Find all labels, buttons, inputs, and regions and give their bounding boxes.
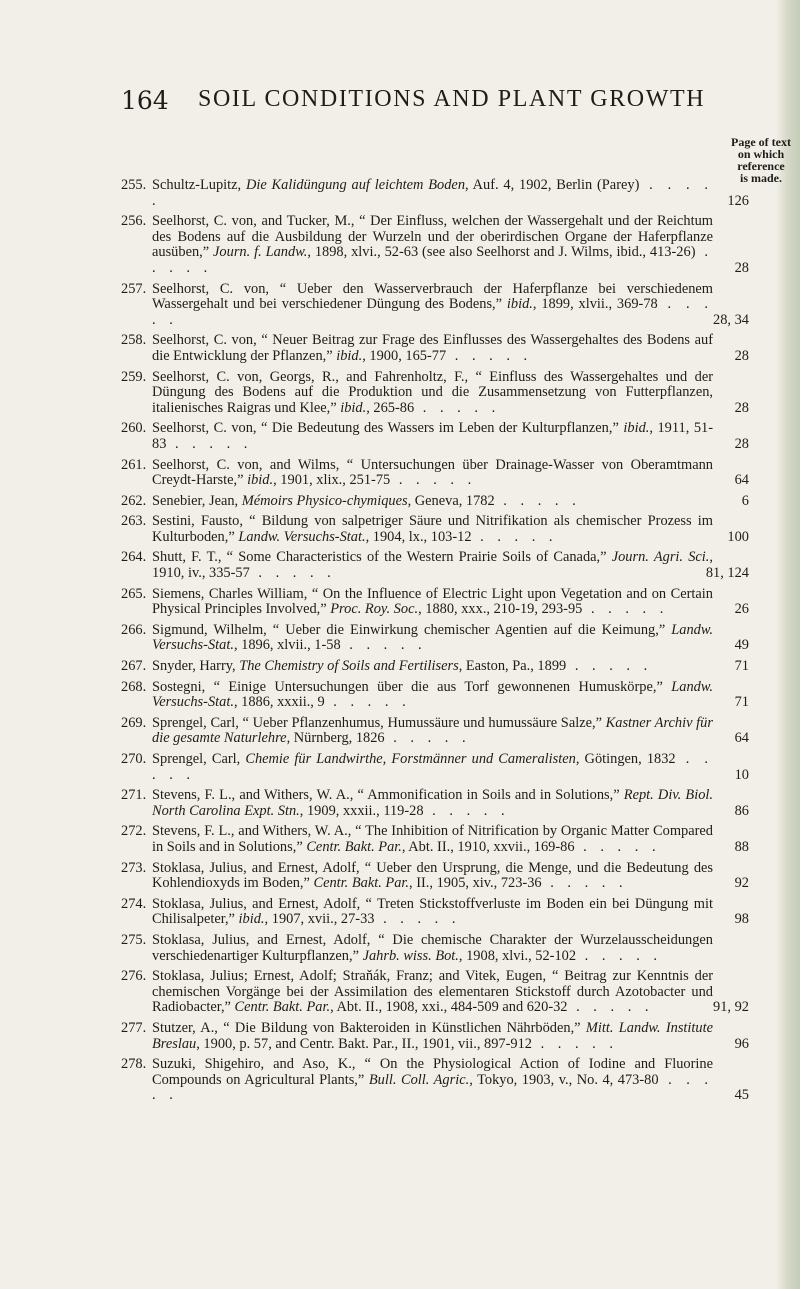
page-number: 164 <box>121 86 169 115</box>
text-page-references: 98 <box>734 911 749 928</box>
bibliography-entry <box>121 714 749 747</box>
dot-leaders: . . . . . <box>152 177 714 209</box>
dot-leaders: . . . . . <box>384 730 471 747</box>
text-page-references: 6 <box>741 492 749 509</box>
entry-number: 270. <box>121 751 147 767</box>
dot-leaders: . . . . . <box>390 472 477 489</box>
entry-citation <box>152 897 713 928</box>
citation-source-title: Landw. Versuchs-Stat. <box>238 528 366 545</box>
citation-source-title: Landw. Versuchs-Stat. <box>152 678 713 711</box>
citation-source-title: Chemie für Landwirthe, Forstmänner und Cameralisten <box>245 751 576 767</box>
entry-citation <box>152 333 713 364</box>
entry-number: 260. <box>121 420 147 437</box>
text-page-references: 28 <box>734 399 749 416</box>
citation-authors-and-article: Sprengel, Carl, <box>152 751 246 767</box>
entry-number: 262. <box>121 492 147 509</box>
citation-source-title: Centr. Bakt. Par. <box>234 999 331 1016</box>
entry-citation <box>152 494 713 510</box>
column-note-line: reference <box>737 159 785 173</box>
bibliography-entry <box>121 968 749 1016</box>
entry-citation <box>152 933 713 964</box>
page-reference-column-note <box>716 136 800 184</box>
citation-source-title: Proc. Roy. Soc. <box>330 601 419 618</box>
citation-source-title: ibid. <box>247 472 274 489</box>
entry-citation <box>152 550 713 581</box>
citation-authors-and-article: Shutt, F. T., “ Some Characteristics of the Western Prairie Soils of Canada,” <box>152 549 612 566</box>
bibliography-entry <box>121 513 749 545</box>
bibliography-entry <box>121 787 749 819</box>
text-page-references: 28, 34 <box>713 311 749 328</box>
citation-source-title: ibid. <box>340 399 367 416</box>
bibliography-entry <box>121 859 749 892</box>
citation-details: , 1900, 165-77 <box>362 347 447 364</box>
citation-source-title: Centr. Bakt. Par. <box>306 838 402 855</box>
citation-source-title: Centr. Bakt. Par. <box>313 875 410 892</box>
running-title: SOIL CONDITIONS AND PLANT GROWTH <box>198 86 706 112</box>
citation-authors-and-article: Seelhorst, C. von, and Wilms, “ Untersuchungen über Drainage-Wasser von Oberamtmann Creydt-Harste,” <box>152 456 713 489</box>
text-page-references: 92 <box>734 875 749 892</box>
entry-citation <box>152 587 713 618</box>
citation-details: , Easton, Pa., 1899 <box>458 658 567 675</box>
citation-source-title: Bull. Coll. Agric. <box>368 1071 470 1088</box>
bibliography-entry <box>121 280 749 329</box>
entry-number: 271. <box>121 787 147 804</box>
entry-number: 276. <box>121 968 147 985</box>
dot-leaders: . . . . . <box>414 399 501 416</box>
text-page-references: 64 <box>734 730 749 747</box>
entry-citation <box>152 659 713 675</box>
entry-citation <box>152 370 713 417</box>
citation-details: , 1886, xxxii., 9 <box>233 694 325 711</box>
bibliography-entry <box>121 1056 749 1104</box>
dot-leaders: . . . . . <box>567 999 654 1016</box>
bibliography-entry <box>121 332 749 364</box>
entry-citation <box>152 788 713 819</box>
citation-source-title: Kastner Archiv für die gesamte Naturlehre <box>152 714 713 747</box>
citation-details: , 1909, xxxii., 119-28 <box>299 802 424 819</box>
dot-leaders: . . . . . <box>566 658 653 675</box>
entry-citation <box>152 623 713 654</box>
text-page-references: 88 <box>734 838 749 855</box>
citation-details: , 1896, xlvii., 1-58 <box>233 637 341 654</box>
citation-authors-and-article: Seelhorst, C. von, “ Neuer Beitrag zur Frage des Einflusses des Wassergehaltes des Bodens auf die Entwicklung der Pflanzen,” <box>152 332 713 364</box>
bibliography-entry <box>121 368 749 417</box>
citation-source-title: Die Kalidüngung auf leichtem Boden <box>245 177 466 193</box>
citation-authors-and-article: Stevens, F. L., and Withers, W. A., “ The Inhibition of Nitrification by Organic Matter Compared in Soils and in Solutions,” <box>152 823 713 855</box>
page-header <box>0 86 800 126</box>
citation-authors-and-article: Stoklasa, Julius, and Ernest, Adolf, “ Ueber den Ursprung, die Menge, und die Bedeutung des Kohlendioxyds im Boden,” <box>152 859 713 892</box>
citation-authors-and-article: Seelhorst, C. von, “ Die Bedeutung des Wassers im Leben der Kulturpflanzen,” <box>152 420 624 437</box>
citation-details: , Nürnberg, 1826 <box>286 730 385 747</box>
text-page-references: 71 <box>734 694 749 711</box>
citation-details: , Abt. II., 1910, xxvii., 169-86 <box>401 838 575 855</box>
citation-authors-and-article: Sostegni, “ Einige Untersuchungen über die aus Torf gewonnenen Humuskörpe,” <box>152 678 672 695</box>
dot-leaders: . . . . . <box>340 637 427 654</box>
bibliography-entry <box>121 585 749 618</box>
bibliography-entry <box>121 933 721 964</box>
dot-leaders: . . . . . <box>423 802 510 819</box>
bibliography-entry <box>121 492 749 510</box>
text-page-references: 96 <box>734 1035 749 1052</box>
entry-citation <box>152 514 713 545</box>
bibliography-entry <box>121 420 749 452</box>
text-page-references: 28 <box>734 347 749 364</box>
dot-leaders: . . . . . <box>446 347 533 364</box>
citation-source-title: ibid. <box>336 347 363 364</box>
citation-authors-and-article: Seelhorst, C. von, and Tucker, M., “ Der Einfluss, welchen der Wassergehalt und der Reichtum des Bodens auf die Ausbildung der Wurzeln und der oberirdischen Organe der Haferpflanze ausüben,” <box>152 213 713 261</box>
dot-leaders: . . . . . <box>152 244 713 276</box>
dot-leaders: . . . . . <box>166 435 253 452</box>
entry-number: 269. <box>121 714 147 731</box>
entry-citation <box>152 716 713 747</box>
entry-citation <box>152 1021 713 1052</box>
dot-leaders: . . . . . <box>152 296 714 328</box>
citation-source-title: The Chemistry of Soils and Fertilisers <box>239 658 459 675</box>
citation-details: , Götingen, 1832 <box>575 751 676 767</box>
text-page-references: 28 <box>734 259 749 276</box>
entry-number: 273. <box>121 859 147 876</box>
citation-details: , Abt. II., 1908, xxi., 484-509 and 620-32 <box>330 999 568 1016</box>
citation-details: , 1910, iv., 335-57 <box>152 549 713 582</box>
bibliography-entry <box>121 1019 749 1052</box>
citation-source-title: Rept. Div. Biol. North Carolina Expt. Stn. <box>152 787 713 819</box>
dot-leaders: . . . . . <box>152 1071 714 1104</box>
entry-number: 277. <box>121 1019 147 1036</box>
bibliography-entry <box>121 823 749 855</box>
citation-source-title: Jahrb. wiss. Bot. <box>362 947 459 964</box>
text-page-references: 26 <box>734 601 749 618</box>
citation-authors-and-article: Seelhorst, C. von, “ Ueber den Wasserverbrauch der Haferpflanze bei verschiedenem Wassergehalt und bei verschiedener Düngung des Bodens,” <box>152 280 713 313</box>
entry-citation <box>152 969 713 1016</box>
text-page-references: 126 <box>727 192 749 209</box>
citation-authors-and-article: Stevens, F. L., and Withers, W. A., “ Ammonification in Soils and in Solutions,” <box>152 787 624 804</box>
text-page-references: 49 <box>734 637 749 654</box>
bibliography-entry <box>121 895 749 928</box>
text-page-references: 71 <box>734 658 749 675</box>
bibliography-entry <box>121 549 749 582</box>
entry-citation <box>152 824 713 855</box>
citation-authors-and-article: Snyder, Harry, <box>152 658 240 675</box>
citation-authors-and-article: Stoklasa, Julius; Ernest, Adolf; Straňák, Franz; and Vitek, Eugen, “ Beitrag zur Kenntnis der chemischen Vorgänge bei der Assimilation des elementaren Stickstoff durch Azotobacter und Radiobacter,” <box>152 968 713 1016</box>
dot-leaders: . . . . . <box>576 947 663 964</box>
entry-citation <box>152 680 713 711</box>
text-page-references: 81, 124 <box>705 565 749 582</box>
citation-details: , 1899, xlvii., 369-78 <box>532 296 658 313</box>
bibliography-entry <box>121 621 749 654</box>
citation-source-title: ibid. <box>506 296 533 313</box>
citation-details: , 1901, xlix., 251-75 <box>273 472 391 489</box>
entry-number: 257. <box>121 280 147 297</box>
column-note-line: is made. <box>740 171 782 185</box>
entry-citation <box>152 214 713 276</box>
citation-authors-and-article: Seelhorst, C. von, Georgs, R., and Fahrenholtz, F., “ Einfluss des Wassergehaltes und der Düngung des Bodens auf die Produktion und die Zusammensetzung von Futterpflanzen, italienisches Raigras und Klee,” <box>152 368 713 416</box>
citation-details: , 1908, xlvi., 52-102 <box>458 947 577 964</box>
citation-details: , Tokyo, 1903, v., No. 4, 473-80 <box>469 1071 659 1088</box>
citation-source-title: Mitt. Landw. Institute Breslau <box>152 1019 714 1052</box>
citation-details: , 1898, xlvi., 52-63 (see also Seelhorst and J. Wilms, ibid., 413-26) <box>307 244 696 261</box>
bibliography-entry <box>121 658 749 675</box>
bibliography-entry <box>121 751 749 783</box>
citation-details: , 1911, 51-83 <box>152 420 713 452</box>
citation-details: , Geneva, 1782 <box>407 492 495 509</box>
citation-authors-and-article: Stutzer, A., “ Die Bildung von Bakteroiden in Künstlichen Nährböden,” <box>152 1019 586 1036</box>
entry-number: 266. <box>121 621 147 638</box>
citation-details: , 1904, lx., 103-12 <box>365 528 472 545</box>
bibliography-list <box>121 177 749 1109</box>
citation-source-title: Landw. Versuchs-Stat. <box>152 621 713 654</box>
dot-leaders: . . . . . <box>324 694 411 711</box>
dot-leaders: . . . . . <box>494 492 581 509</box>
citation-authors-and-article: Stoklasa, Julius, and Ernest, Adolf, “ Treten Stickstoffverluste im Boden ein bei Düngung mit Chilisalpeter,” <box>152 895 713 928</box>
column-note-line: on which <box>737 147 785 161</box>
entry-citation <box>152 861 713 892</box>
dot-leaders: . . . . . <box>152 751 714 783</box>
entry-citation <box>152 458 713 489</box>
citation-source-title: Journ. Agri. Sci. <box>611 549 710 566</box>
entry-citation <box>152 1057 713 1104</box>
entry-number: 261. <box>121 456 147 473</box>
entry-citation <box>152 178 713 209</box>
text-page-references: 91, 92 <box>713 999 749 1016</box>
citation-source-title: ibid. <box>238 911 265 928</box>
citation-authors-and-article: Siemens, Charles William, “ On the Influence of Electric Light upon Vegetation and on Certain Physical Principles Involved,” <box>152 585 713 618</box>
citation-source-title: ibid. <box>623 420 650 437</box>
column-note-line: Page of text <box>731 135 791 149</box>
dot-leaders: . . . . . <box>471 528 558 545</box>
entry-number: 278. <box>121 1056 147 1073</box>
dot-leaders: . . . . . <box>532 1035 618 1052</box>
bibliography-entry <box>121 177 749 209</box>
citation-authors-and-article: Schultz-Lupitz, <box>152 177 246 193</box>
citation-authors-and-article: Sestini, Fausto, “ Bildung von salpetriger Säure und Nitrifikation als chemischer Prozess im Kulturboden,” <box>152 513 713 545</box>
citation-details: , 1880, xxx., 210-19, 293-95 <box>418 601 583 618</box>
citation-authors-and-article: Sigmund, Wilhelm, “ Ueber die Einwirkung chemischer Agentien auf die Keimung,” <box>152 621 672 638</box>
dot-leaders: . . . . . <box>249 565 336 582</box>
entry-number: 264. <box>121 549 147 566</box>
bibliography-entry <box>121 456 749 489</box>
bibliography-entry <box>121 678 749 711</box>
citation-authors-and-article: Stoklasa, Julius, and Ernest, Adolf, “ Die chemische Charakter der Wurzelausscheidungen verschiedenartiger Kulturpflanzen,” <box>152 931 713 964</box>
text-page-references: 10 <box>734 766 749 783</box>
text-page-references: 64 <box>734 472 749 489</box>
citation-source-title: Mémoirs Physico-chymiques <box>241 492 408 509</box>
citation-details: , Auf. 4, 1902, Berlin (Parey) <box>465 177 640 193</box>
citation-authors-and-article: Sprengel, Carl, “ Ueber Pflanzenhumus, Humussäure und humussäure Salze,” <box>152 714 606 731</box>
citation-details: , 1907, xvii., 27-33 <box>264 911 375 928</box>
entry-number: 258. <box>121 332 147 349</box>
citation-authors-and-article: Suzuki, Shigehiro, and Aso, K., “ On the Physiological Action of Iodine and Fluorine Compounds on Agricultural Plants,” <box>152 1056 713 1088</box>
entry-number: 256. <box>121 213 147 230</box>
text-page-references: 28 <box>734 435 749 452</box>
dot-leaders: . . . . . <box>374 911 461 928</box>
dot-leaders: . . . . . <box>582 601 669 618</box>
entry-number: 275. <box>121 931 147 948</box>
text-page-references: 86 <box>734 802 749 819</box>
citation-source-title: Journ. f. Landw. <box>213 244 308 261</box>
entry-number: 255. <box>121 177 147 193</box>
page-edge-shadow <box>776 0 800 1289</box>
text-page-references: 45 <box>734 1087 749 1104</box>
bibliography-entry <box>121 213 749 276</box>
citation-details: , 265-86 <box>366 399 415 416</box>
entry-citation <box>152 282 713 329</box>
entry-number: 268. <box>121 678 147 695</box>
entry-number: 267. <box>121 658 147 675</box>
text-page-references: 100 <box>727 528 749 545</box>
entry-number: 265. <box>121 585 147 602</box>
dot-leaders: . . . . . <box>541 875 628 892</box>
citation-authors-and-article: Senebier, Jean, <box>152 492 242 509</box>
citation-details: , II., 1905, xiv., 723-36 <box>409 875 542 892</box>
entry-number: 274. <box>121 895 147 912</box>
entry-number: 263. <box>121 513 147 530</box>
entry-citation <box>152 421 713 452</box>
entry-citation <box>152 752 713 783</box>
entry-number: 259. <box>121 368 147 385</box>
dot-leaders: . . . . . <box>574 838 661 855</box>
entry-number: 272. <box>121 823 147 840</box>
citation-details: , 1900, p. 57, and Centr. Bakt. Par., II., 1901, vii., 897-912 <box>196 1035 532 1052</box>
